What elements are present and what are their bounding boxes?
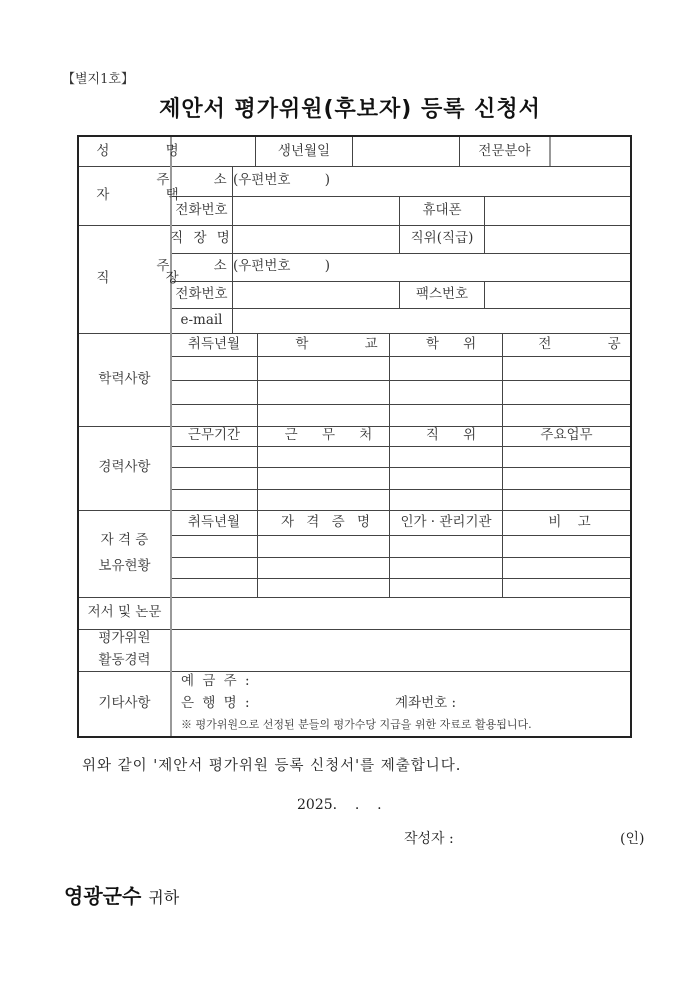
birth-date-input[interactable] [353, 137, 459, 166]
declaration-text: 위와 같이 '제안서 평가위원 등록 신청서'를 제출합니다. [82, 758, 462, 774]
depositor-label[interactable]: 예 금 주 : [181, 673, 252, 690]
career-entry-rows[interactable] [171, 447, 630, 510]
recipient-name: 영광군수 [64, 884, 142, 908]
education-col-major: 전 공 [538, 335, 647, 352]
certificates-section-label [79, 510, 170, 597]
certificates-label-line2: 보유현황 [98, 557, 151, 574]
cert-col-date: 취득년월 [187, 513, 241, 530]
education-col-degree: 학 위 [425, 335, 487, 352]
email-input[interactable] [233, 308, 630, 333]
other-section-label: 기타사항 [98, 694, 151, 711]
seal-label: (인) [620, 831, 645, 847]
position-label: 직위(직급) [410, 230, 474, 247]
birth-date-label: 생년월일 [277, 142, 331, 159]
home-phone-label: 전화번호 [175, 201, 228, 218]
evaluator-history-line1: 평가위원 [98, 630, 151, 647]
work-phone-label: 전화번호 [175, 285, 228, 302]
cert-entry-rows[interactable] [171, 536, 630, 597]
payment-notice: ※ 평가위원으로 선정된 분들의 평가수당 지급을 위한 자료로 활용됩니다. [181, 717, 532, 731]
recipient [64, 880, 179, 909]
work-address-label: 주 소 [156, 258, 247, 275]
cert-col-remarks: 비 고 [548, 513, 597, 530]
education-col-school: 학 교 [295, 335, 404, 352]
registration-form-table [77, 135, 647, 738]
company-name-label: 직 장 명 [170, 230, 233, 247]
education-section-label: 학력사항 [98, 370, 151, 387]
specialty-input[interactable] [551, 137, 630, 166]
cert-col-issuer: 인가 · 관리기관 [400, 513, 492, 530]
work-phone-input[interactable] [233, 281, 399, 308]
specialty-label: 전문분야 [478, 142, 531, 159]
work-section-label: 직 장 [96, 270, 205, 287]
email-label: e-mail [180, 311, 223, 328]
page-title: 제안서 평가위원(후보자) 등록 신청서 [159, 97, 541, 122]
cert-col-name: 자 격 증 명 [280, 513, 375, 530]
career-section-label: 경력사항 [98, 459, 151, 476]
publications-input[interactable] [171, 597, 630, 629]
career-col-duties: 주요업무 [540, 427, 593, 444]
name-label: 성 명 [96, 142, 205, 159]
account-number-label[interactable]: 계좌번호 : [395, 695, 457, 712]
company-name-input[interactable] [233, 225, 399, 253]
home-phone-input[interactable] [233, 196, 399, 225]
bank-name-label[interactable]: 은 행 명 : [181, 695, 252, 712]
evaluator-history-input[interactable] [171, 629, 630, 671]
position-input[interactable] [485, 225, 630, 253]
career-col-workplace: 근 무 처 [284, 427, 383, 444]
mobile-label: 휴대폰 [422, 201, 462, 218]
recipient-suffix: 귀하 [148, 888, 180, 907]
career-col-position: 직 위 [425, 427, 487, 444]
writer-label[interactable]: 작성자 : [404, 831, 454, 847]
mobile-input[interactable] [485, 196, 630, 225]
evaluator-history-line2: 활동경력 [98, 652, 151, 668]
education-col-date: 취득년월 [187, 335, 241, 352]
home-address-label: 주 소 [156, 172, 247, 189]
publications-label: 저서 및 논문 [87, 604, 162, 621]
name-input[interactable] [171, 137, 255, 166]
fax-label: 팩스번호 [415, 285, 469, 302]
certificates-label-line1: 자 격 증 [100, 531, 149, 548]
submission-date[interactable]: 2025. . . [297, 797, 382, 813]
fax-input[interactable] [485, 281, 630, 308]
annex-label: 【별지1호】 [62, 72, 134, 87]
evaluator-history-label [79, 629, 170, 671]
education-entry-rows[interactable] [171, 357, 630, 426]
home-section-label: 자 택 [96, 186, 205, 203]
career-col-period: 근무기간 [187, 427, 241, 444]
home-address-input[interactable]: (우편번호 ) [233, 172, 331, 189]
work-address-input[interactable]: (우편번호 ) [233, 258, 331, 275]
